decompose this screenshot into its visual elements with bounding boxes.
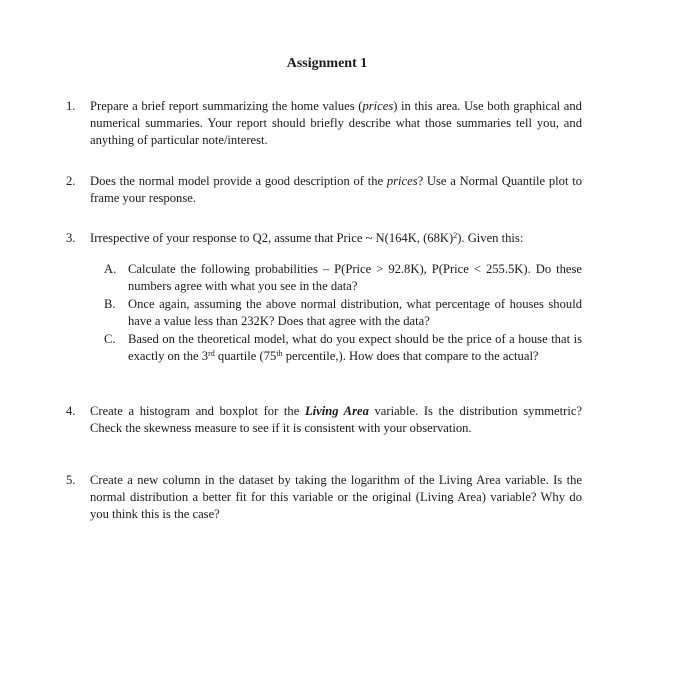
text-segment: quartile (75: [214, 349, 277, 363]
question-4: [66, 403, 582, 437]
superscript: th: [276, 349, 283, 358]
text-segment: Prepare a brief report summarizing the home values (: [90, 99, 363, 113]
question-5: [66, 472, 582, 523]
question-3b: [104, 296, 582, 330]
assignment-title: Assignment 1: [286, 56, 368, 71]
sub-question-text: Once again, assuming the above normal distribution, what percentage of houses should have a value less than 232K? Does that agree with the data?: [128, 297, 582, 328]
sub-question-label: A.: [104, 262, 117, 276]
question-number: 1.: [66, 99, 76, 113]
question-number: 4.: [66, 404, 76, 418]
superscript: 2: [453, 231, 458, 240]
question-text: [90, 98, 582, 149]
text-segment: Irrespective of your response to Q2, assume that Price ~ N(164K, (68K): [90, 231, 454, 245]
text-segment: variable. Is the distribution symmetric? Check the skewness measure to see if it is consistent with your observation.: [90, 404, 583, 435]
question-number: 2.: [66, 174, 76, 188]
text-segment: ) in this area. Use both graphical and numerical summaries. Your report should briefly describe what those summaries tell you, and anything of particular note/interest.: [90, 99, 582, 147]
text-segment: Create a histogram and boxplot for the: [90, 404, 305, 418]
emphasis-prices: prices: [386, 174, 418, 188]
sub-question-label: B.: [104, 297, 116, 311]
text-segment: ? Use a Normal Quantile plot to frame your response.: [90, 174, 582, 205]
sub-question-text: Calculate the following probabilities – P(Price > 92.8K), P(Price < 255.5K). Do these numbers agree with what you see in the data?: [128, 262, 582, 293]
superscript: rd: [208, 349, 215, 358]
question-3a: [104, 261, 582, 295]
question-text: [90, 173, 582, 207]
question-1: [66, 98, 582, 149]
question-number: 5.: [66, 473, 76, 487]
question-3: [66, 230, 582, 247]
sub-question-text: [128, 331, 582, 365]
sub-question-label: C.: [104, 332, 116, 346]
question-text: Create a new column in the dataset by taking the logarithm of the Living Area variable. Is the normal distribution a better fit for this variable or the original (Living Area) variable? Why do you think this is the case?: [90, 473, 582, 521]
text-segment: percentile,). How does that compare to the actual?: [282, 349, 539, 363]
text-segment: Does the normal model provide a good description of the: [90, 174, 387, 188]
question-text: [90, 403, 582, 437]
question-2: [66, 173, 582, 207]
question-text: [90, 230, 582, 247]
question-number: 3.: [66, 231, 76, 245]
emphasis-prices: prices: [362, 99, 394, 113]
text-segment: Based on the theoretical model, what do you expect should be the price of a house that is exactly on the 3: [128, 332, 582, 363]
text-segment: ). Given this:: [457, 231, 524, 245]
emphasis-living-area: Living Area: [304, 404, 369, 418]
question-3c: [104, 331, 582, 365]
